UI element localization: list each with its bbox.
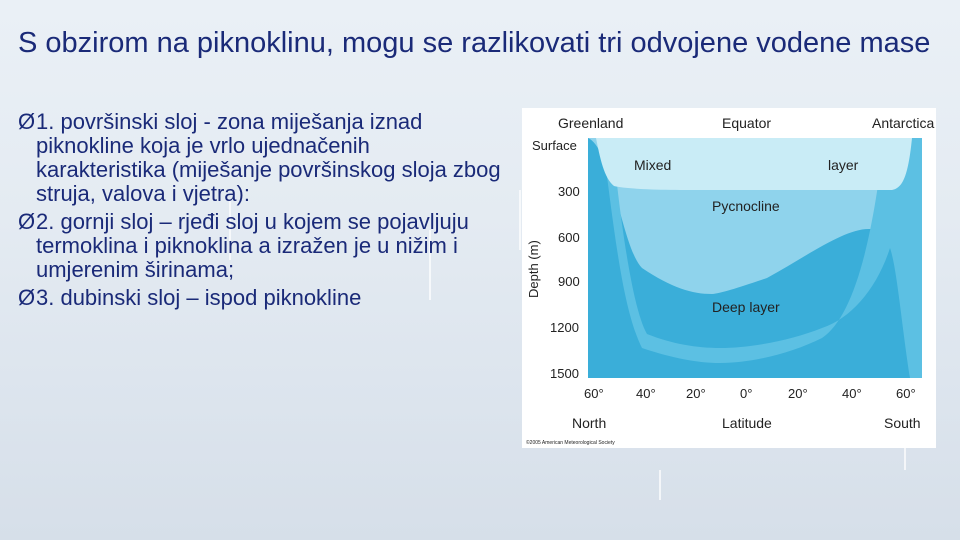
depth-tick-300: 300 xyxy=(558,184,580,199)
layer-label-pycnocline: Pycnocline xyxy=(712,198,780,214)
bullet-text: 3. dubinski sloj – ispod piknokline xyxy=(36,285,362,310)
label-north: North xyxy=(572,415,607,431)
bullet-item-1 xyxy=(18,110,503,206)
bullet-arrow-icon: Ø xyxy=(18,109,36,134)
depth-tick-1500: 1500 xyxy=(550,366,579,381)
depth-tick-600: 600 xyxy=(558,230,580,245)
label-antarctica: Antarctica xyxy=(872,115,935,131)
lat-tick-20n: 20° xyxy=(686,386,706,401)
depth-tick-surface: Surface xyxy=(532,138,577,153)
label-south: South xyxy=(884,415,921,431)
label-latitude: Latitude xyxy=(722,415,772,431)
y-axis-label: Depth (m) xyxy=(526,240,541,298)
label-greenland: Greenland xyxy=(558,115,624,131)
layer-label-deep: Deep layer xyxy=(712,299,780,315)
lat-tick-60s: 60° xyxy=(896,386,916,401)
lat-tick-40n: 40° xyxy=(636,386,656,401)
lat-tick-40s: 40° xyxy=(842,386,862,401)
bullet-item-2 xyxy=(18,210,503,282)
lat-tick-60n: 60° xyxy=(584,386,604,401)
label-equator: Equator xyxy=(722,115,772,131)
ocean-layers-diagram xyxy=(522,108,936,448)
lat-tick-20s: 20° xyxy=(788,386,808,401)
bullet-arrow-icon: Ø xyxy=(18,209,36,234)
depth-tick-1200: 1200 xyxy=(550,320,579,335)
diagram-svg xyxy=(522,108,936,448)
copyright-note: ©2005 American Meteorological Society xyxy=(526,440,615,446)
bullet-text: 2. gornji sloj – rjeđi sloj u kojem se pojavljuju termoklina i piknoklina a izražen je u nižim i umjerenim širinama; xyxy=(36,209,469,282)
bullet-list xyxy=(18,110,503,314)
slide-title: S obzirom na piknoklinu, mogu se razlikovati tri odvojene vodene mase xyxy=(18,27,931,59)
lat-tick-0: 0° xyxy=(740,386,753,401)
layer-label-layer: layer xyxy=(828,157,859,173)
bullet-item-3 xyxy=(18,286,503,310)
layer-label-mixed: Mixed xyxy=(634,157,672,173)
depth-tick-900: 900 xyxy=(558,274,580,289)
bullet-text: 1. površinski sloj - zona miješanja iznad piknokline koja je vrlo ujednačenih karakteristika (miješanje površinskog sloja zbog struja, valova i vjetra): xyxy=(36,109,501,206)
bullet-arrow-icon: Ø xyxy=(18,285,36,310)
